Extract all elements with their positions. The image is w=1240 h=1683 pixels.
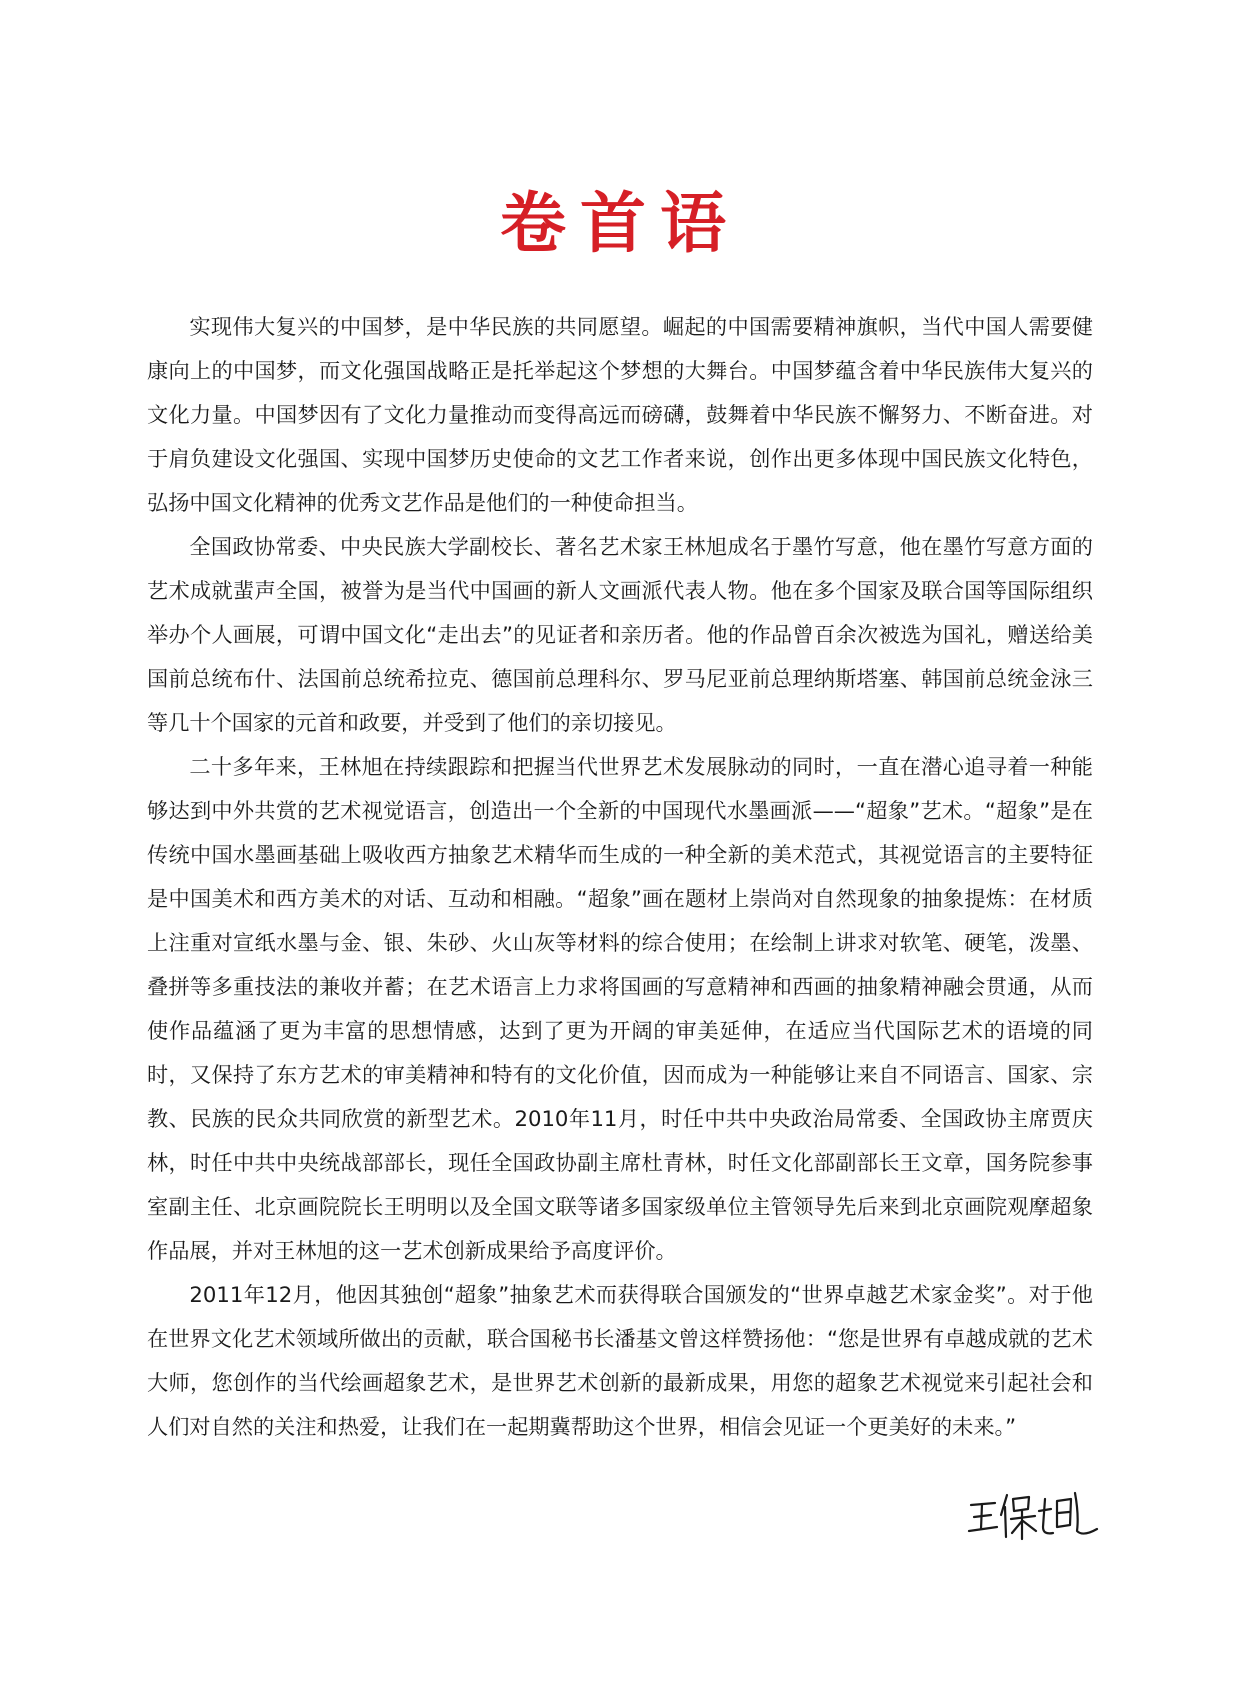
paragraph-4: 2011年12月，他因其独创“超象”抽象艺术而获得联合国颁发的“世界卓越艺术家金奖”。对于他在世界文化艺术领域所做出的贡献，联合国秘书长潘基文曾这样赞扬他：“您是世界有卓越成就的艺术大师，您创作的当代绘画超象艺术，是世界艺术创新的最新成果，用您的超象艺术视觉来引起社会和人们对自然的关注和热爱，让我们在一起期冀帮助这个世界，相信会见证一个更美好的未来。” — [147, 1282, 1093, 1439]
paragraph-1: 实现伟大复兴的中国梦，是中华民族的共同愿望。崛起的中国需要精神旗帜，当代中国人需要健康向上的中国梦，而文化强国战略正是托举起这个梦想的大舞台。中国梦蕴含着中华民族伟大复兴的文化力量。中国梦因有了文化力量推动而变得高远而磅礴，鼓舞着中华民族不懈努力、不断奋进。对于肩负建设文化强国、实现中国梦历史使命的文艺工作者来说，创作出更多体现中国民族文化特色，弘扬中国文化精神的优秀文艺作品是他们的一种使命担当。 — [147, 314, 1093, 515]
article-body — [147, 305, 1093, 1449]
paragraph-2: 全国政协常委、中央民族大学副校长、著名艺术家王林旭成名于墨竹写意，他在墨竹写意方面的艺术成就蜚声全国，被誉为是当代中国画的新人文画派代表人物。他在多个国家及联合国等国际组织举办个人画展，可谓中国文化“走出去”的见证者和亲历者。他的作品曾百余次被选为国礼，赠送给美国前总统布什、法国前总统希拉克、德国前总理科尔、罗马尼亚前总理纳斯塔塞、韩国前总统金泳三等几十个国家的元首和政要，并受到了他们的亲切接见。 — [147, 534, 1093, 735]
page-title: 卷首语 — [500, 185, 740, 263]
handwritten-signature-icon — [965, 1485, 1105, 1545]
paragraph-3: 二十多年来，王林旭在持续跟踪和把握当代世界艺术发展脉动的同时，一直在潜心追寻着一种能够达到中外共赏的艺术视觉语言，创造出一个全新的中国现代水墨画派——“超象”艺术。“超象”是在传统中国水墨画基础上吸收西方抽象艺术精华而生成的一种全新的美术范式，其视觉语言的主要特征是中国美术和西方美术的对话、互动和相融。“超象”画在题材上崇尚对自然现象的抽象提炼：在材质上注重对宣纸水墨与金、银、朱砂、火山灰等材料的综合使用；在绘制上讲求对软笔、硬笔，泼墨、叠拼等多重技法的兼收并蓄；在艺术语言上力求将国画的写意精神和西画的抽象精神融会贯通，从而使作品蕴涵了更为丰富的思想情感，达到了更为开阔的审美延伸，在适应当代国际艺术的语境的同时，又保持了东方艺术的审美精神和特有的文化价值，因而成为一种能够让来自不同语言、国家、宗教、民族的民众共同欣赏的新型艺术。2010年11月，时任中共中央政治局常委、全国政协主席贾庆林，时任中共中央统战部部长，现任全国政协副主席杜青林，时任文化部副部长王文章，国务院参事室副主任、北京画院院长王明明以及全国文联等诸多国家级单位主管领导先后来到北京画院观摩超象作品展，并对王林旭的这一艺术创新成果给予高度评价。 — [147, 754, 1093, 1263]
